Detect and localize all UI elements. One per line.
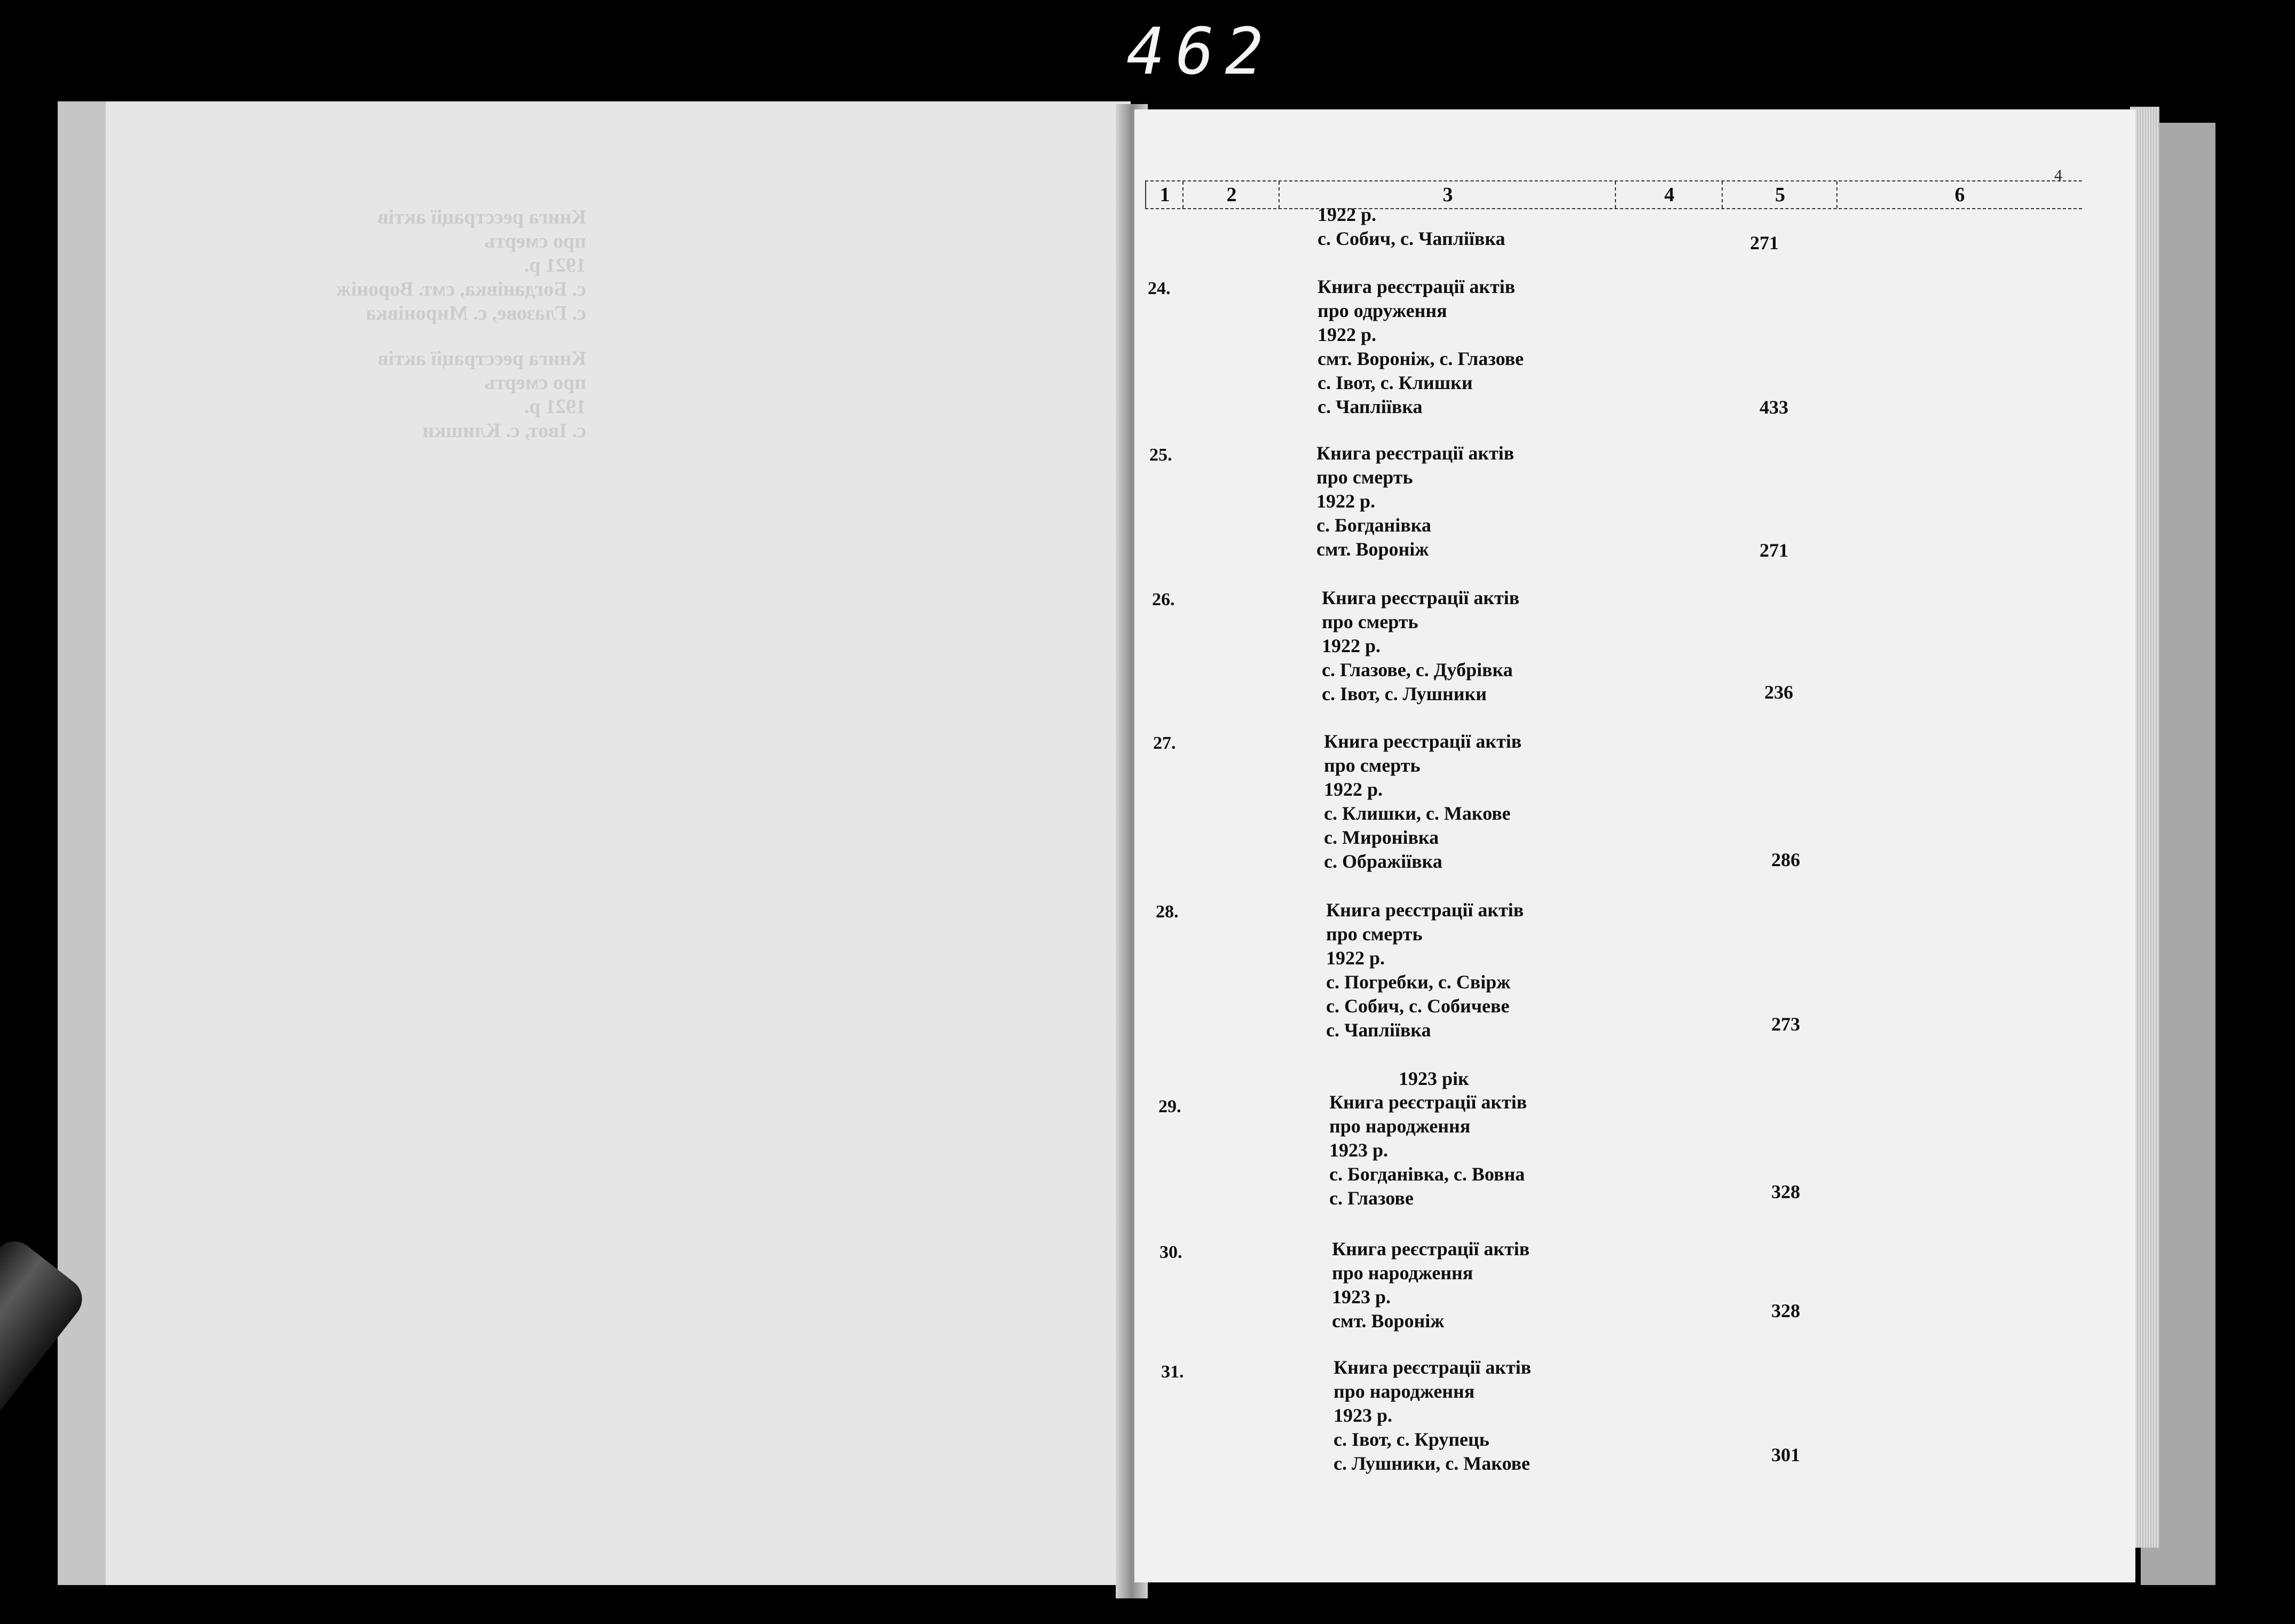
entry-description: Книга реєстрації актів про народження 1923 р. смт. Вороніж xyxy=(1332,1238,1530,1332)
header-col-3: 3 xyxy=(1279,181,1616,208)
entry-number: 24. xyxy=(1148,279,1171,298)
entry-count: 271 xyxy=(1760,540,1788,561)
continued-entry-count: 271 xyxy=(1750,232,1779,253)
header-col-1: 1 xyxy=(1145,181,1184,208)
entry-number: 28. xyxy=(1156,902,1179,922)
entry-number: 25. xyxy=(1149,445,1172,465)
entry-number: 31. xyxy=(1161,1362,1184,1382)
bleed-line: 1921 р. xyxy=(524,254,586,276)
entry-description: Книга реєстрації актів про смерть 1922 р. с. Богданівка смт. Вороніж xyxy=(1316,442,1515,560)
bleed-line: про смерть xyxy=(484,230,586,252)
header-col-5: 5 xyxy=(1722,181,1837,208)
left-page-edge xyxy=(58,101,106,1585)
bleed-line: с. Івот, с. Клишки xyxy=(422,419,586,442)
entry-count: 433 xyxy=(1760,397,1788,418)
entry-number: 27. xyxy=(1153,733,1176,753)
table-header xyxy=(1145,180,2082,209)
entry-count: 328 xyxy=(1771,1300,1800,1321)
entry-count: 301 xyxy=(1771,1444,1800,1465)
bleed-line: 1921 р. xyxy=(524,395,586,418)
bleed-line: про смерть xyxy=(484,371,586,394)
entry-description: Книга реєстрації актів про одруження 1922 р. смт. Вороніж, с. Глазове с. Івот, с. Клишки с. Чаплiївка xyxy=(1318,276,1524,417)
entry-description: Книга реєстрації актів про народження 1923 р. с. Івот, с. Крупець с. Лушники, с. Макове xyxy=(1334,1357,1532,1474)
bleed-line: Книга реєстрації актів xyxy=(377,206,586,228)
header-col-4: 4 xyxy=(1615,181,1723,208)
continued-entry-description: 1922 р. с. Собич, с. Чаплiївка xyxy=(1318,204,1505,249)
entry-description: Книга реєстрації актів про смерть 1922 р. с. Клишки, с. Макове с. Миронівка с. Ображiївка xyxy=(1324,731,1522,872)
header-col-2: 2 xyxy=(1182,181,1280,208)
entry-count: 236 xyxy=(1764,682,1793,703)
entry-count: 328 xyxy=(1771,1181,1800,1202)
bleed-line: Книга реєстрації актів xyxy=(377,347,586,370)
entry-description: Книга реєстрації актів про смерть 1922 р. с. Погребки, с. Свірж с. Собич, с. Собичеве с. Чаплiївка xyxy=(1326,899,1524,1041)
bleed-line: с. Богданівка, смт. Вороніж xyxy=(336,278,586,300)
bleed-line: с. Глазове, с. Миронівка xyxy=(366,302,586,324)
entry-description: Книга реєстрації актів про смерть 1922 р. с. Глазове, с. Дубрівка с. Івот, с. Лушники xyxy=(1322,587,1520,704)
year-heading: 1923 рік xyxy=(1399,1068,1469,1089)
page-number: 4 xyxy=(2054,167,2062,184)
entry-count: 273 xyxy=(1771,1013,1800,1035)
entry-number: 26. xyxy=(1152,590,1175,609)
entry-number: 29. xyxy=(1158,1097,1181,1116)
header-col-6: 6 xyxy=(1836,181,2082,208)
left-page xyxy=(58,101,1131,1585)
entry-description: Книга реєстрації актів про народження 1923 р. с. Богданівка, с. Вовна с. Глазове xyxy=(1329,1091,1527,1209)
entry-count: 286 xyxy=(1771,849,1800,870)
entry-number: 30. xyxy=(1160,1242,1182,1262)
frame-number: 462 xyxy=(1126,15,1274,89)
left-page-bleed-through xyxy=(58,101,1131,1585)
right-page xyxy=(1134,109,2135,1582)
